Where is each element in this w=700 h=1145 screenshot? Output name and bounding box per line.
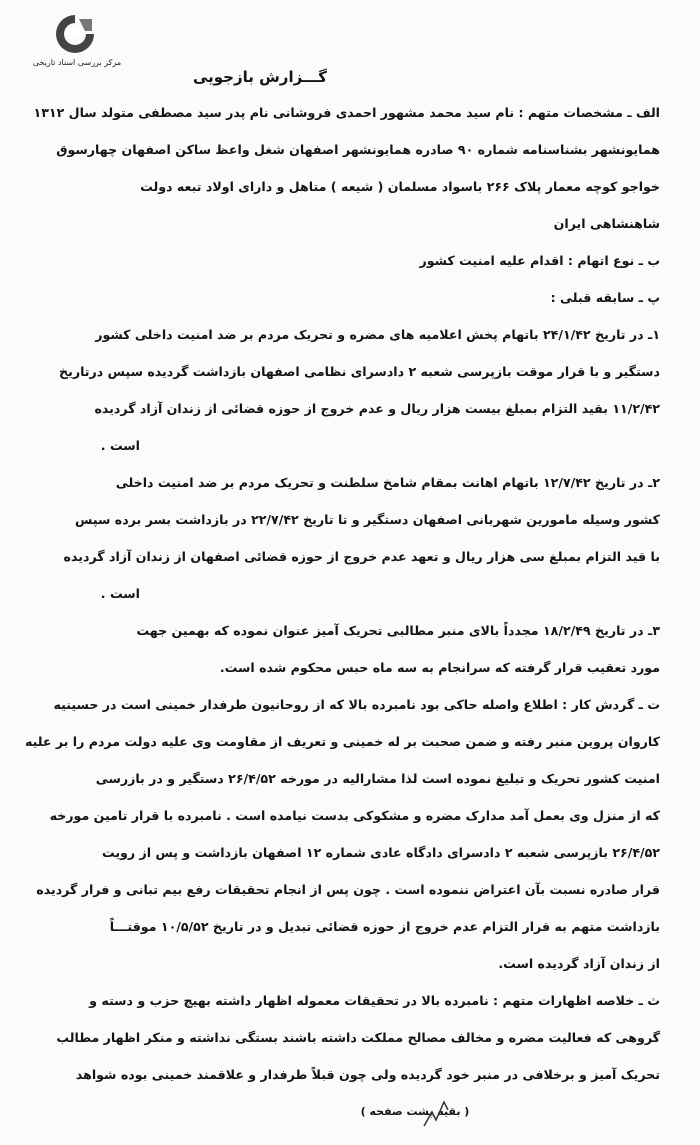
archive-logo — [22, 12, 132, 70]
text-line: است . — [100, 586, 140, 601]
document-body — [24, 64, 660, 1125]
text-line: است . — [100, 438, 140, 453]
text-line: ۲۶/۴/۵۲ بازپرسی شعبه ۲ دادسرای دادگاه عادی شماره ۱۲ اصفهان بازداشت و پس از رویت — [101, 845, 660, 860]
document-center-logo-icon — [52, 12, 98, 56]
text-line: کاروان پروین منبر رفته و ضمن صحبت بر له خمینی و تعریف از مقاومت وی علیه دولت مردم را بر علیه — [24, 734, 660, 749]
text-line: مورد تعقیب قرار گرفته که سرانجام به سه ماه حبس محکوم شده است. — [219, 660, 660, 675]
text-line: دستگیر و با قرار موقت بازپرسی شعبه ۲ دادسرای نظامی اصفهان بازداشت گردیده سپس درتاریخ — [59, 364, 660, 379]
text-line: قرار صادره نسبت بآن اعتراض ننموده است . چون پس از انجام تحقیقات رفع بیم تبانی و فرار گردیده — [36, 882, 660, 897]
text-line: ۱ـ در تاریخ ۲۴/۱/۴۲ باتهام پخش اعلامیه های مضره و تحریک مردم بر ضد امنیت داخلی کشور — [95, 327, 660, 342]
text-line: ۱۱/۲/۴۲ بقید التزام بمبلغ بیست هزار ریال و عدم خروج از حوزه قضائی از زندان آزاد گردیده — [94, 401, 660, 416]
text-line: تحریک آمیز و برخلافی در منبر خود گردیده ولی چون قبلاً طرفدار و علاقمند خمینی بوده شواهد — [75, 1067, 660, 1082]
text-line: خواجو کوچه معمار پلاک ۲۶۶ باسواد مسلمان ( شیعه ) متاهل و دارای اولاد تبعه دولت — [140, 179, 660, 194]
text-line: ث ـ خلاصه اظهارات متهم : نامبرده بالا در تحقیقات معموله اظهار داشته بهیچ حزب و دسته و — [89, 993, 660, 1008]
text-line: بازداشت متهم به قرار التزام عدم خروج از حوزه قضائی تبدیل و در تاریخ ۱۰/۵/۵۲ موقتـــاً — [109, 919, 660, 934]
text-line: گروهی که فعالیت مضره و مخالف مصالح مملکت داشته باشند بستگی نداشته و منکر اظهار مطالب — [56, 1030, 660, 1045]
continued-on-back-note: ( بقیه پشت صفحه ) — [360, 1105, 470, 1118]
text-line: پ ـ سابقه قبلی : — [550, 290, 660, 305]
text-line: ت ـ گردش کار : اطلاع واصله حاکی بود نامبرده بالا که از روحانیون طرفدار خمینی است در حسینیه — [53, 697, 660, 712]
text-line: امنیت کشور تحریک و تبلیغ نموده است لذا مشارالیه در مورخه ۲۶/۴/۵۲ دستگیر و در بازرسی — [95, 771, 660, 786]
text-line: همایونشهر بشناسنامه شماره ۹۰ صادره همایونشهر اصفهان شغل واعظ ساکن اصفهان چهارسوق — [56, 142, 660, 157]
logo-caption: مرکز بررسی اسناد تاریخی — [32, 58, 122, 67]
text-line: ۲ـ در تاریخ ۱۲/۷/۴۲ باتهام اهانت بمقام شامخ سلطنت و تحریک مردم بر ضد امنیت داخلی — [115, 475, 660, 490]
text-line: کشور وسیله مامورین شهربانی اصفهان دستگیر و تا تاریخ ۲۲/۷/۴۲ در بازداشت بسر برده سپس — [75, 512, 660, 527]
text-line: ب ـ نوع اتهام : اقدام علیه امنیت کشور — [419, 253, 660, 268]
text-line: از زندان آزاد گردیده است. — [498, 956, 660, 971]
text-line: که از منزل وی بعمل آمد مدارک مضره و مشکوکی بدست نیامده است . نامبرده با قرار تامین مورخه — [49, 808, 660, 823]
text-line: ۳ـ در تاریخ ۱۸/۲/۴۹ مجدداً بالای منبر مطالبی تحریک آمیز عنوان نموده که بهمین جهت — [136, 623, 660, 638]
text-line: شاهنشاهی ایران — [553, 216, 660, 231]
handwritten-mark — [418, 1090, 458, 1130]
document-title: گـــزارش بازجویی — [192, 68, 328, 86]
text-line: الف ـ مشخصات متهم : نام سید محمد مشهور احمدی فروشانی نام پدر سید مصطفی متولد سال ۱۳۱۲ — [33, 105, 660, 120]
text-line: با قید التزام بمبلغ سی هزار ریال و تعهد عدم خروج از حوزه قضائی اصفهان از زندان آزاد گردیده — [63, 549, 660, 564]
